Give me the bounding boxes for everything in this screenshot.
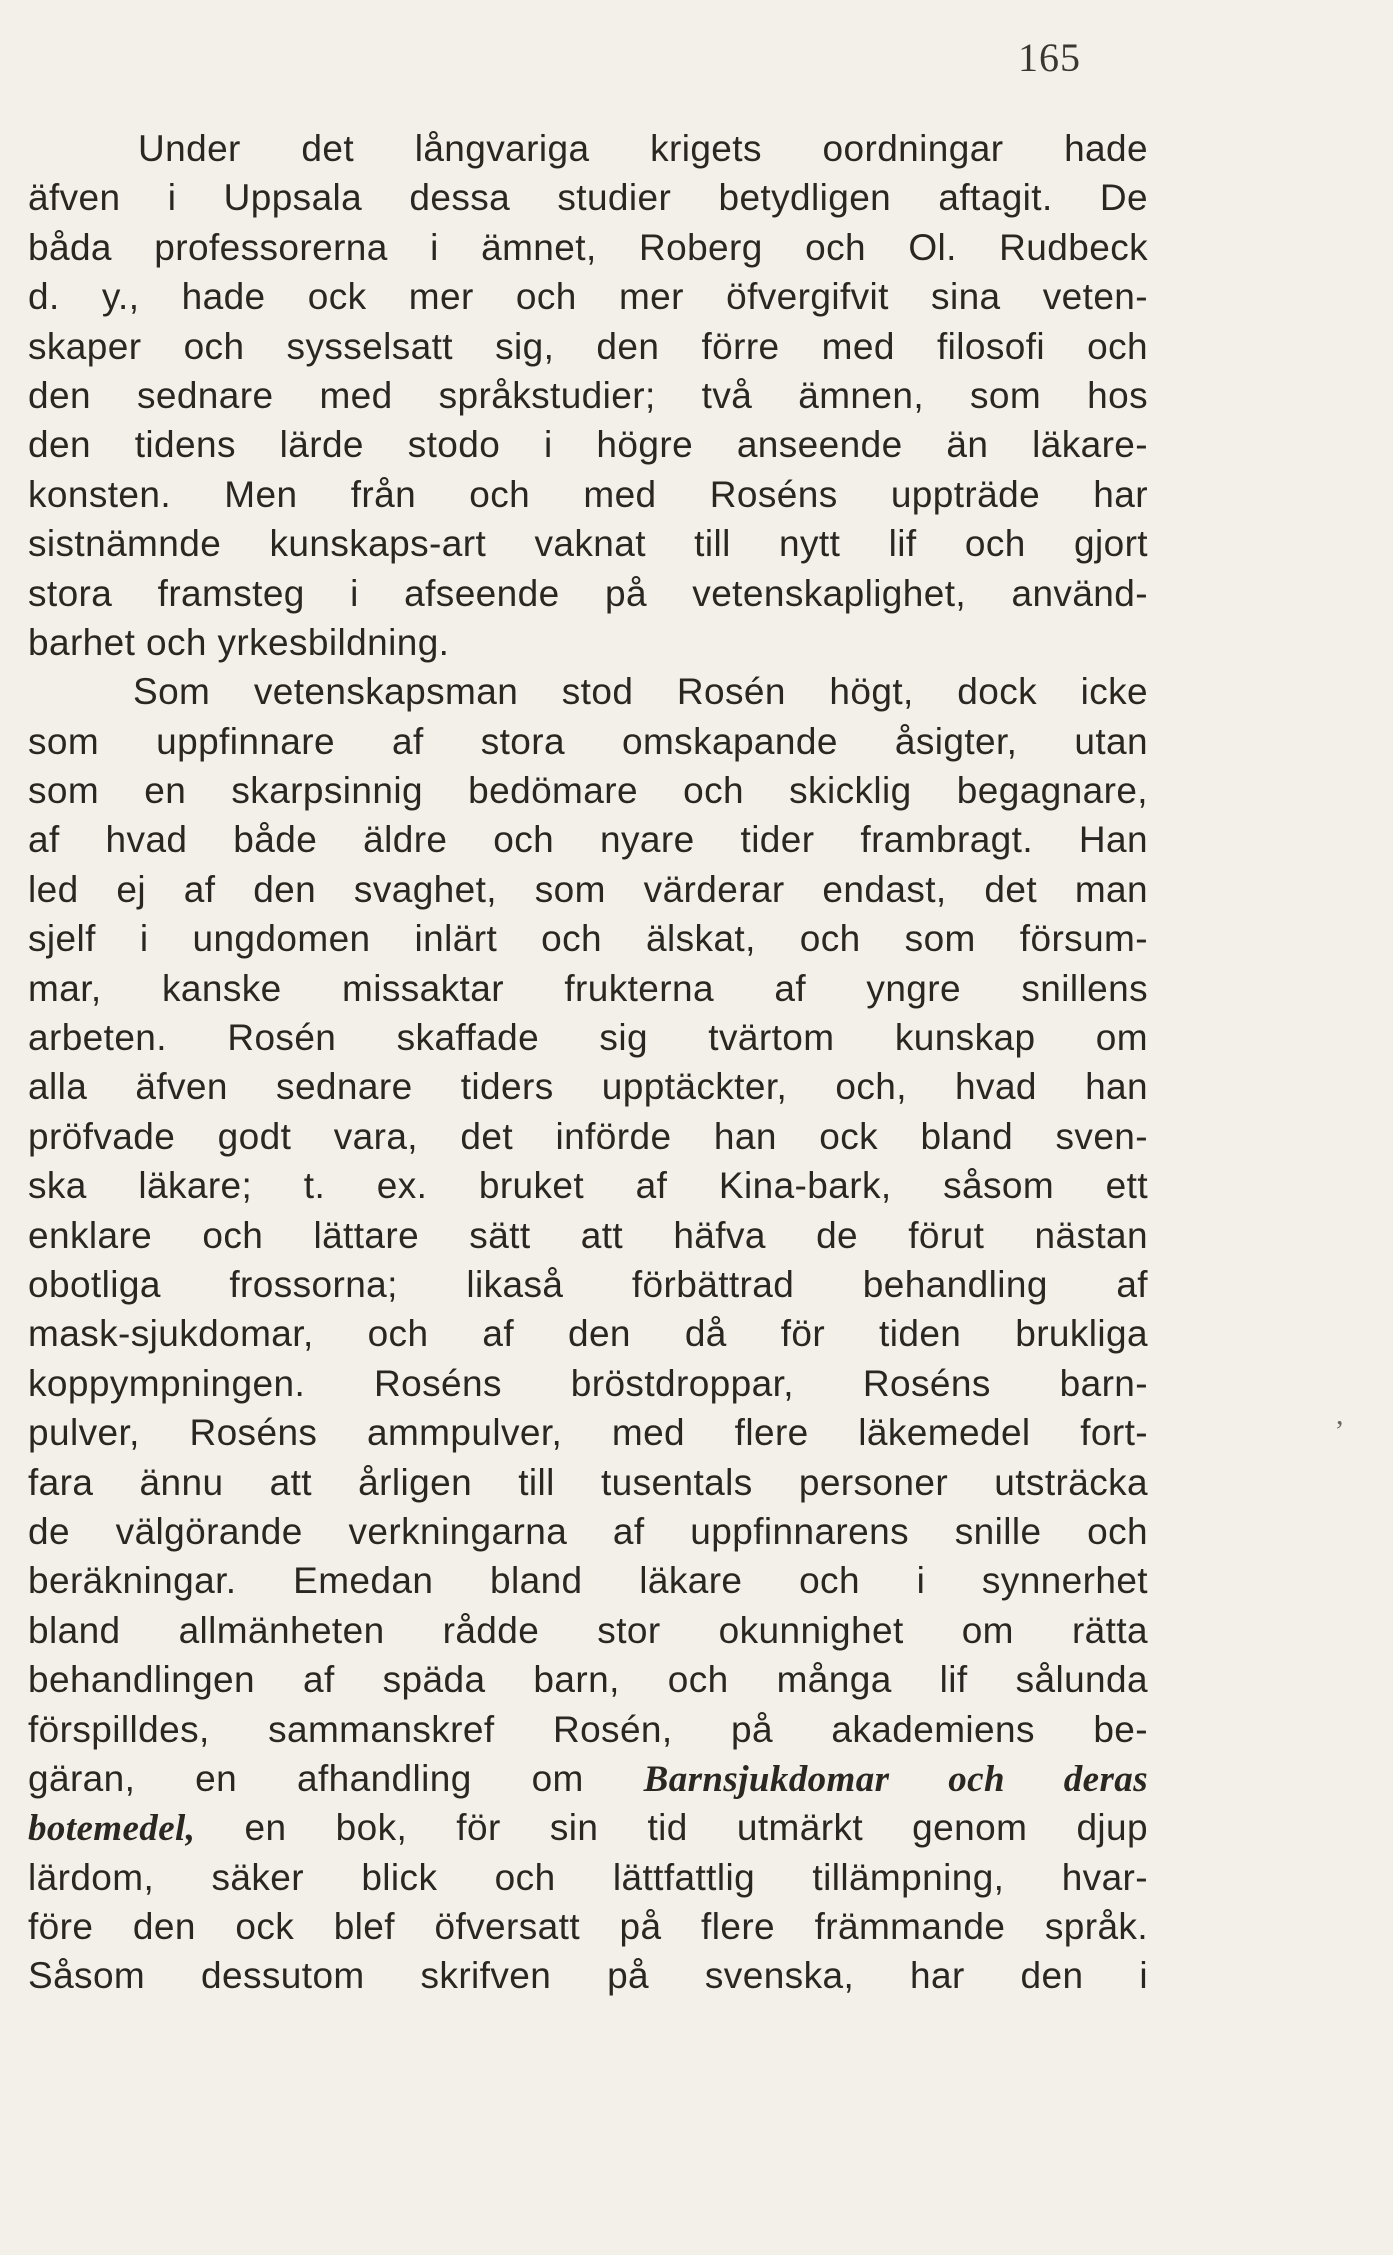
text-line: af hvad både äldre och nyare tider frambragt. Han (28, 819, 1148, 861)
text-line: Under det långvariga krigets oordningar hade (138, 128, 1148, 169)
text-line: bland allmänheten rådde stor okunnighet om rätta (28, 1609, 1148, 1651)
text-line: obotliga frossorna; likaså förbättrad behandling af (28, 1263, 1148, 1305)
text-line: som en skarpsinnig bedömare och skicklig begagnare, (28, 770, 1148, 812)
text-line: ska läkare; t. ex. bruket af Kina-bark, såsom ett (28, 1165, 1148, 1207)
text-line: behandlingen af späda barn, och många lif sålunda (28, 1659, 1148, 1701)
text-line-with-title (28, 1754, 1148, 1803)
text-line: som uppfinnare af stora omskapande åsigter, utan (28, 720, 1148, 762)
text-line: båda professorerna i ämnet, Roberg och Ol. Rudbeck (28, 226, 1148, 268)
book-title: Barnsjukdomar och deras (643, 1758, 1148, 1800)
body-text (28, 124, 1148, 2001)
text-line: barhet och yrkesbildning. (28, 621, 450, 663)
text-line: koppympningen. Roséns bröstdroppar, Roséns barn- (28, 1362, 1148, 1404)
text-line: den tidens lärde stodo i högre anseende än läkare- (28, 424, 1148, 466)
text-line: arbeten. Rosén skaffade sig tvärtom kunskap om (28, 1017, 1148, 1059)
text-line: Som vetenskapsman stod Rosén högt, dock icke (133, 671, 1148, 713)
page-number: 165 (1018, 35, 1081, 80)
text-line: förspilldes, sammanskref Rosén, på akademiens be- (28, 1708, 1148, 1750)
text-line: mask-sjukdomar, och af den då för tiden brukliga (28, 1313, 1148, 1355)
text-line: de välgörande verkningarna af uppfinnarens snille och (28, 1510, 1148, 1552)
text-line: pröfvade godt vara, det införde han ock bland sven- (28, 1115, 1148, 1157)
text-line: fara ännu att årligen till tusentals personer utsträcka (28, 1461, 1148, 1503)
text-line: den sednare med språkstudier; två ämnen, som hos (28, 374, 1148, 416)
book-title-end: botemedel, (28, 1808, 196, 1850)
text-line: före den ock blef öfversatt på flere främmande språk. (28, 1906, 1148, 1948)
text-line: pulver, Roséns ammpulver, med flere läkemedel fort- (28, 1412, 1148, 1454)
text-line: lärdom, säker blick och lättfattlig tillämpning, hvar- (28, 1856, 1148, 1898)
text-line: konsten. Men från och med Roséns uppträde har (28, 473, 1148, 515)
text-line: äfven i Uppsala dessa studier betydligen aftagit. De (28, 177, 1148, 219)
text-line: enklare och lättare sätt att häfva de förut nästan (28, 1214, 1148, 1256)
text-line: d. y., hade ock mer och mer öfvergifvit sina veten- (28, 276, 1148, 318)
text-segment: gäran, en afhandling om (28, 1757, 584, 1799)
text-line: led ej af den svaghet, som värderar endast, det man (28, 868, 1148, 910)
text-line: stora framsteg i afseende på vetenskaplighet, använd- (28, 572, 1148, 614)
text-line: mar, kanske missaktar frukterna af yngre snillens (28, 967, 1148, 1009)
text-line: beräkningar. Emedan bland läkare och i synnerhet (28, 1560, 1148, 1602)
text-line: skaper och sysselsatt sig, den förre med filosofi och (28, 325, 1148, 367)
text-line-with-title (28, 1803, 1148, 1852)
text-line: Såsom dessutom skrifven på svenska, har den i (28, 1955, 1148, 1997)
text-line: sistnämnde kunskaps-art vaknat till nytt lif och gjort (28, 523, 1148, 565)
text-segment: en bok, för sin tid utmärkt genom djup (244, 1807, 1149, 1849)
stray-mark: , (1336, 1398, 1344, 1431)
text-line: alla äfven sednare tiders upptäckter, och, hvad han (28, 1066, 1148, 1108)
text-line: sjelf i ungdomen inlärt och älskat, och som försum- (28, 918, 1148, 960)
